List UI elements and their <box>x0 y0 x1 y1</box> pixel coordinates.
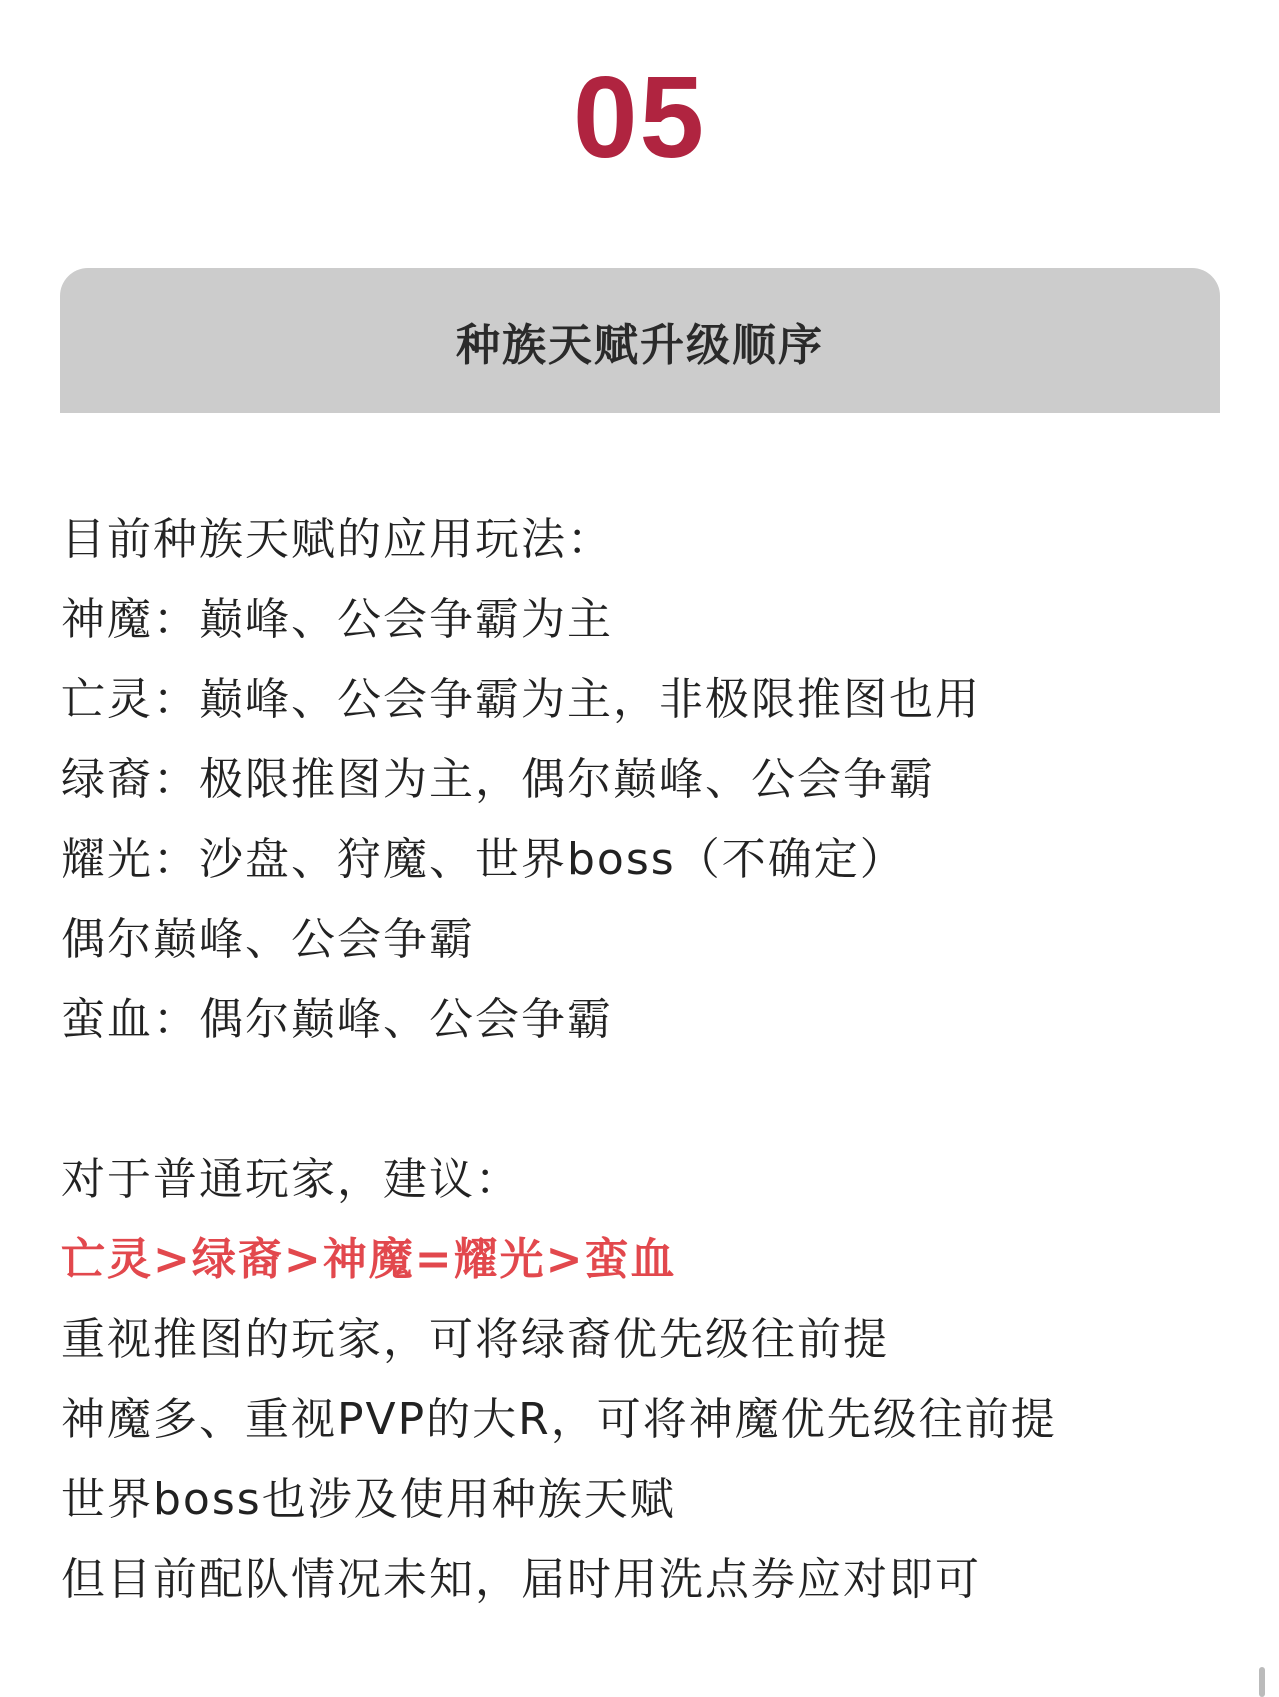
advice-heading: 对于普通玩家，建议： <box>61 1154 521 1205</box>
advice-line: 但目前配队情况未知，届时用洗点券应对即可 <box>61 1554 981 1605</box>
advice-line: 世界boss也涉及使用种族天赋 <box>61 1474 676 1525</box>
intro-heading: 目前种族天赋的应用玩法： <box>61 514 613 565</box>
advice-line: 神魔多、重视PVP的大R，可将神魔优先级往前提 <box>61 1394 1057 1445</box>
section-number: 05 <box>572 52 707 182</box>
advice-line: 重视推图的玩家，可将绿裔优先级往前提 <box>61 1314 889 1365</box>
usage-line: 绿裔：极限推图为主，偶尔巅峰、公会争霸 <box>61 754 935 805</box>
usage-line: 耀光：沙盘、狩魔、世界boss（不确定） <box>61 834 906 885</box>
usage-line: 亡灵：巅峰、公会争霸为主，非极限推图也用 <box>61 674 981 725</box>
title-banner <box>60 268 1220 413</box>
priority-order: 亡灵>绿裔>神魔=耀光>蛮血 <box>61 1234 677 1285</box>
usage-line: 蛮血：偶尔巅峰、公会争霸 <box>61 994 613 1045</box>
scrollbar-thumb[interactable] <box>1259 1667 1265 1697</box>
usage-line: 神魔：巅峰、公会争霸为主 <box>61 594 613 645</box>
usage-line: 偶尔巅峰、公会争霸 <box>61 914 475 965</box>
article-body <box>61 500 1241 1620</box>
section-title: 种族天赋升级顺序 <box>456 319 824 371</box>
paragraph-gap <box>61 1060 1241 1140</box>
